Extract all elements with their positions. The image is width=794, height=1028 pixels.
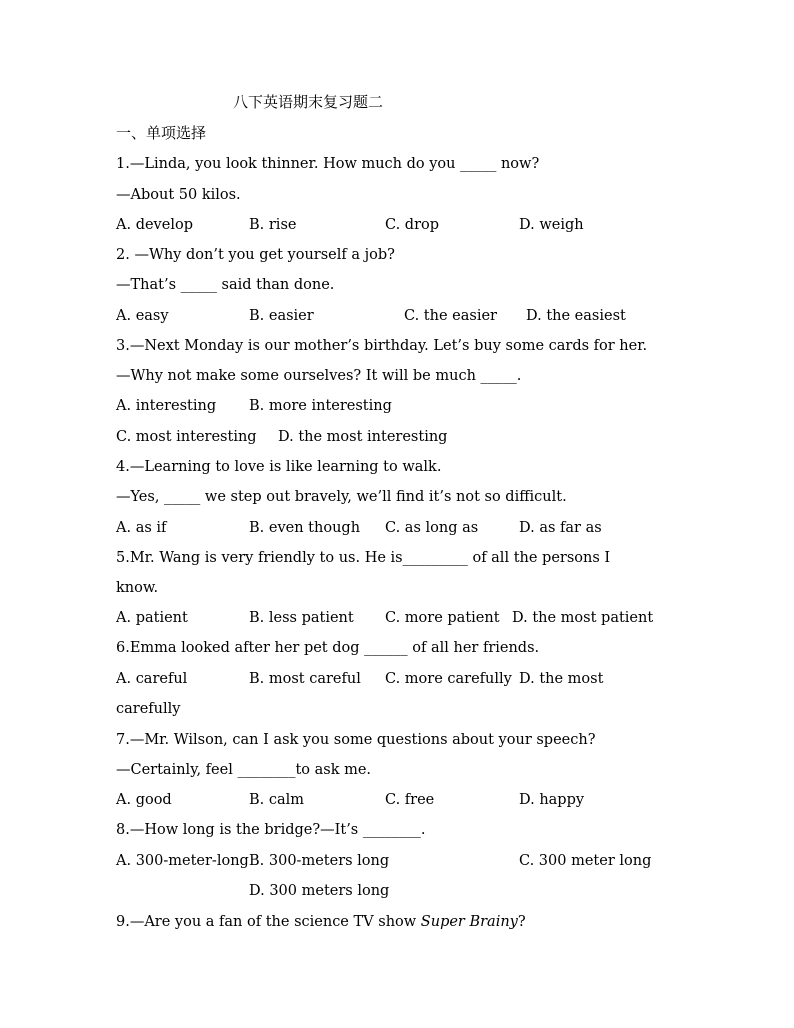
- question-5-option-c: C. more patient: [385, 610, 500, 626]
- question-6-option-d-wrap: carefully: [116, 701, 181, 717]
- question-3-option-d: D. the most interesting: [278, 429, 448, 445]
- question-4-option-c: C. as long as: [385, 520, 479, 536]
- question-3-answer-line: —Why not make some ourselves? It will be much _____.: [116, 368, 522, 384]
- question-6-stem: 6.Emma looked after her pet dog ______ of all her friends.: [116, 640, 540, 656]
- question-6-option-d: D. the most: [519, 671, 604, 687]
- question-8-option-a: A. 300-meter-long: [116, 853, 249, 869]
- question-7-option-b: B. calm: [249, 792, 305, 808]
- question-6-option-a: A. careful: [116, 671, 188, 687]
- question-2-option-c: C. the easier: [404, 308, 497, 324]
- question-5-stem-line-2: know.: [116, 580, 159, 596]
- question-3-option-b: B. more interesting: [249, 398, 392, 414]
- question-1-option-b: B. rise: [249, 217, 297, 233]
- question-9-stem-prefix: 9.—Are you a fan of the science TV show: [116, 914, 421, 930]
- question-8-option-c: C. 300 meter long: [519, 853, 652, 869]
- question-7-answer-line: —Certainly, feel ________to ask me.: [116, 762, 372, 778]
- question-8-option-d: D. 300 meters long: [249, 883, 390, 899]
- question-1-option-a: A. develop: [116, 217, 193, 233]
- question-2-answer-line: —That’s _____ said than done.: [116, 277, 335, 293]
- question-2-stem: 2. —Why don’t you get yourself a job?: [116, 247, 395, 263]
- question-8-stem: 8.—How long is the bridge?—It’s ________.: [116, 822, 426, 838]
- question-5-stem-line-1: 5.Mr. Wang is very friendly to us. He is_________ of all the persons I: [116, 550, 611, 566]
- question-3-stem: 3.—Next Monday is our mother’s birthday. Let’s buy some cards for her.: [116, 338, 648, 354]
- question-5-option-d: D. the most patient: [512, 610, 654, 626]
- question-4-option-a: A. as if: [116, 520, 167, 536]
- question-3-option-a: A. interesting: [116, 398, 217, 414]
- question-3-option-c: C. most interesting: [116, 429, 257, 445]
- question-6-option-c: C. more carefully: [385, 671, 512, 687]
- question-2-option-b: B. easier: [249, 308, 314, 324]
- section-heading: 一、单项选择: [116, 124, 207, 142]
- question-8-option-b: B. 300-meters long: [249, 853, 390, 869]
- question-9-stem: [116, 913, 526, 931]
- question-9-show-title: Super Brainy: [420, 914, 518, 930]
- question-2-option-d: D. the easiest: [526, 308, 626, 324]
- question-7-option-d: D. happy: [519, 792, 585, 808]
- question-1-stem: 1.—Linda, you look thinner. How much do you _____ now?: [116, 156, 540, 172]
- question-7-stem: 7.—Mr. Wilson, can I ask you some questions about your speech?: [116, 732, 596, 748]
- question-2-option-a: A. easy: [116, 308, 169, 324]
- question-1-option-d: D. weigh: [519, 217, 584, 233]
- question-1-option-c: C. drop: [385, 217, 440, 233]
- question-1-answer-line: —About 50 kilos.: [116, 187, 241, 203]
- question-9-stem-suffix: ?: [517, 914, 526, 930]
- question-7-option-c: C. free: [385, 792, 435, 808]
- question-5-option-a: A. patient: [116, 610, 188, 626]
- question-4-stem: 4.—Learning to love is like learning to walk.: [116, 459, 442, 475]
- question-7-option-a: A. good: [116, 792, 172, 808]
- question-5-option-b: B. less patient: [249, 610, 354, 626]
- question-4-answer-line: —Yes, _____ we step out bravely, we’ll find it’s not so difficult.: [116, 489, 567, 505]
- document-title: 八下英语期末复习题二: [233, 93, 384, 111]
- question-4-option-d: D. as far as: [519, 520, 602, 536]
- question-4-option-b: B. even though: [249, 520, 361, 536]
- question-6-option-b: B. most careful: [249, 671, 361, 687]
